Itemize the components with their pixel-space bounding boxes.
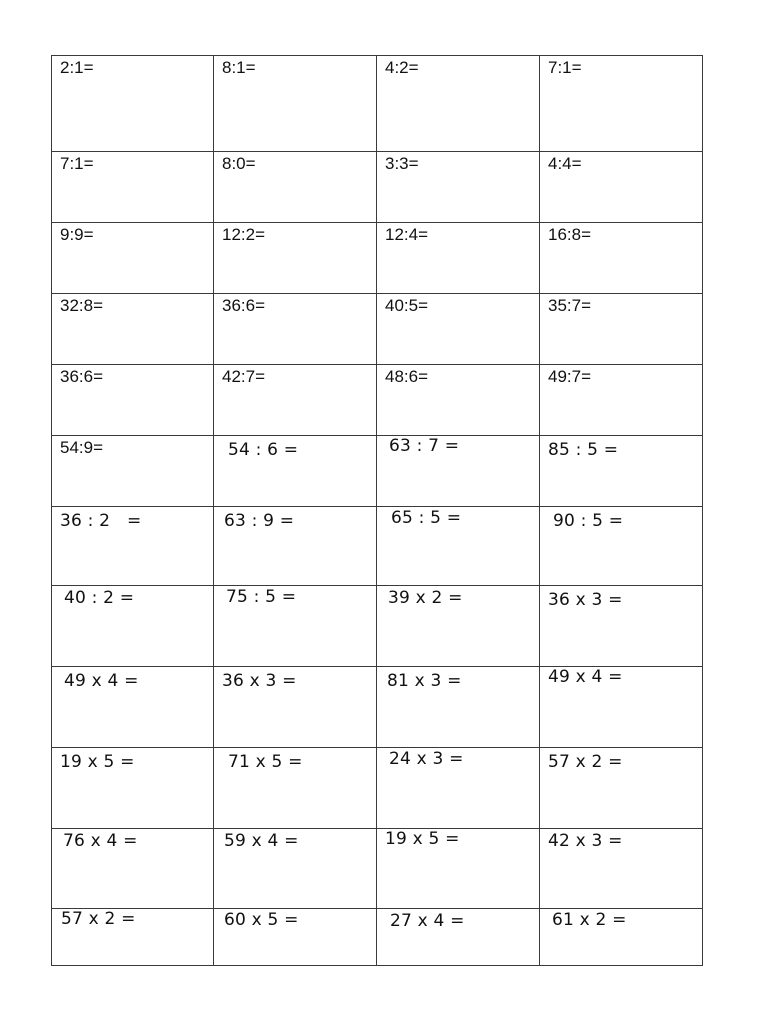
exercise-text: 48:6=: [385, 367, 429, 386]
exercise-text: 12:2=: [222, 225, 266, 244]
table-cell: [377, 909, 540, 966]
table-cell: [540, 667, 703, 748]
exercise-text: 76 x 4 =: [63, 831, 138, 851]
table-cell: [52, 507, 214, 586]
exercise-text: 8:1=: [222, 58, 256, 77]
exercise-text: 81 x 3 =: [387, 671, 462, 691]
exercise-text: 16:8=: [548, 225, 592, 244]
table-row: [52, 507, 703, 586]
exercise-text: 36 x 3 =: [548, 590, 623, 610]
table-cell: [540, 365, 703, 436]
exercise-text: 71 x 5 =: [228, 752, 303, 772]
table-cell: [540, 586, 703, 667]
exercise-text: 59 x 4 =: [224, 831, 299, 851]
table-cell: [540, 223, 703, 294]
exercise-text: 4:4=: [548, 154, 582, 173]
table-row: [52, 586, 703, 667]
exercise-text: 2:1=: [60, 58, 94, 77]
exercise-text: 3:3=: [385, 154, 419, 173]
table-cell: [377, 667, 540, 748]
table-cell: [214, 152, 377, 223]
table-cell: [377, 829, 540, 909]
table-row: [52, 748, 703, 829]
table-row: [52, 152, 703, 223]
exercise-text: 36 : 2 =: [60, 511, 142, 531]
table-cell: [214, 365, 377, 436]
exercise-text: 57 x 2 =: [548, 752, 623, 772]
table-row: [52, 436, 703, 507]
table-cell: [214, 909, 377, 966]
table-cell: [377, 436, 540, 507]
exercise-text: 65 : 5 =: [391, 508, 462, 528]
table-cell: [377, 294, 540, 365]
table-cell: [52, 436, 214, 507]
table-cell: [52, 152, 214, 223]
table-cell: [214, 507, 377, 586]
table-cell: [52, 365, 214, 436]
exercise-text: 54:9=: [60, 438, 104, 457]
table-cell: [214, 56, 377, 152]
table-row: [52, 365, 703, 436]
table-row: [52, 829, 703, 909]
exercise-text: 19 x 5 =: [385, 829, 460, 849]
table-cell: [214, 829, 377, 909]
table-cell: [52, 829, 214, 909]
table-cell: [377, 748, 540, 829]
exercise-text: 49 x 4 =: [64, 671, 139, 691]
table-cell: [52, 294, 214, 365]
exercise-text: 40 : 2 =: [64, 588, 135, 608]
exercise-text: 49 x 4 =: [548, 667, 623, 687]
table-cell: [377, 586, 540, 667]
table-row: [52, 56, 703, 152]
table-cell: [52, 667, 214, 748]
exercise-text: 54 : 6 =: [228, 440, 299, 460]
table-cell: [214, 748, 377, 829]
exercise-text: 61 x 2 =: [552, 910, 627, 930]
exercise-text: 90 : 5 =: [553, 511, 624, 531]
exercise-text: 85 : 5 =: [548, 440, 619, 460]
table-cell: [214, 294, 377, 365]
table-cell: [377, 152, 540, 223]
table-cell: [377, 507, 540, 586]
exercise-text: 19 x 5 =: [60, 752, 135, 772]
math-worksheet-table: [51, 55, 703, 966]
table-row: [52, 667, 703, 748]
exercise-text: 36:6=: [222, 296, 266, 315]
exercise-text: 57 x 2 =: [61, 909, 136, 929]
exercise-text: 24 x 3 =: [389, 749, 464, 769]
table-cell: [540, 909, 703, 966]
exercise-text: 75 : 5 =: [226, 587, 297, 607]
exercise-text: 63 : 7 =: [389, 436, 460, 456]
table-cell: [214, 667, 377, 748]
table-cell: [540, 56, 703, 152]
exercise-text: 8:0=: [222, 154, 256, 173]
table-cell: [52, 909, 214, 966]
table-cell: [214, 586, 377, 667]
exercise-text: 40:5=: [385, 296, 429, 315]
table-cell: [377, 223, 540, 294]
exercise-text: 35:7=: [548, 296, 592, 315]
exercise-text: 12:4=: [385, 225, 429, 244]
exercise-text: 42 x 3 =: [548, 831, 623, 851]
table-cell: [52, 56, 214, 152]
exercise-text: 63 : 9 =: [224, 511, 295, 531]
table-cell: [377, 56, 540, 152]
exercise-text: 9:9=: [60, 225, 94, 244]
table-cell: [214, 223, 377, 294]
exercise-text: 4:2=: [385, 58, 419, 77]
exercise-text: 36:6=: [60, 367, 104, 386]
table-cell: [214, 436, 377, 507]
table-row: [52, 909, 703, 966]
table-cell: [52, 586, 214, 667]
exercise-text: 49:7=: [548, 367, 592, 386]
exercise-text: 42:7=: [222, 367, 266, 386]
exercise-text: 7:1=: [548, 58, 582, 77]
exercise-text: 27 x 4 =: [390, 911, 465, 931]
table-cell: [540, 436, 703, 507]
exercise-text: 32:8=: [60, 296, 104, 315]
table-row: [52, 223, 703, 294]
table-cell: [540, 152, 703, 223]
table-cell: [377, 365, 540, 436]
table-cell: [540, 507, 703, 586]
table-cell: [52, 748, 214, 829]
exercise-text: 36 x 3 =: [222, 671, 297, 691]
table-cell: [540, 294, 703, 365]
exercise-text: 39 x 2 =: [388, 588, 463, 608]
table-cell: [540, 829, 703, 909]
table-cell: [540, 748, 703, 829]
exercise-text: 7:1=: [60, 154, 94, 173]
table-cell: [52, 223, 214, 294]
exercise-text: 60 x 5 =: [224, 910, 299, 930]
table-row: [52, 294, 703, 365]
